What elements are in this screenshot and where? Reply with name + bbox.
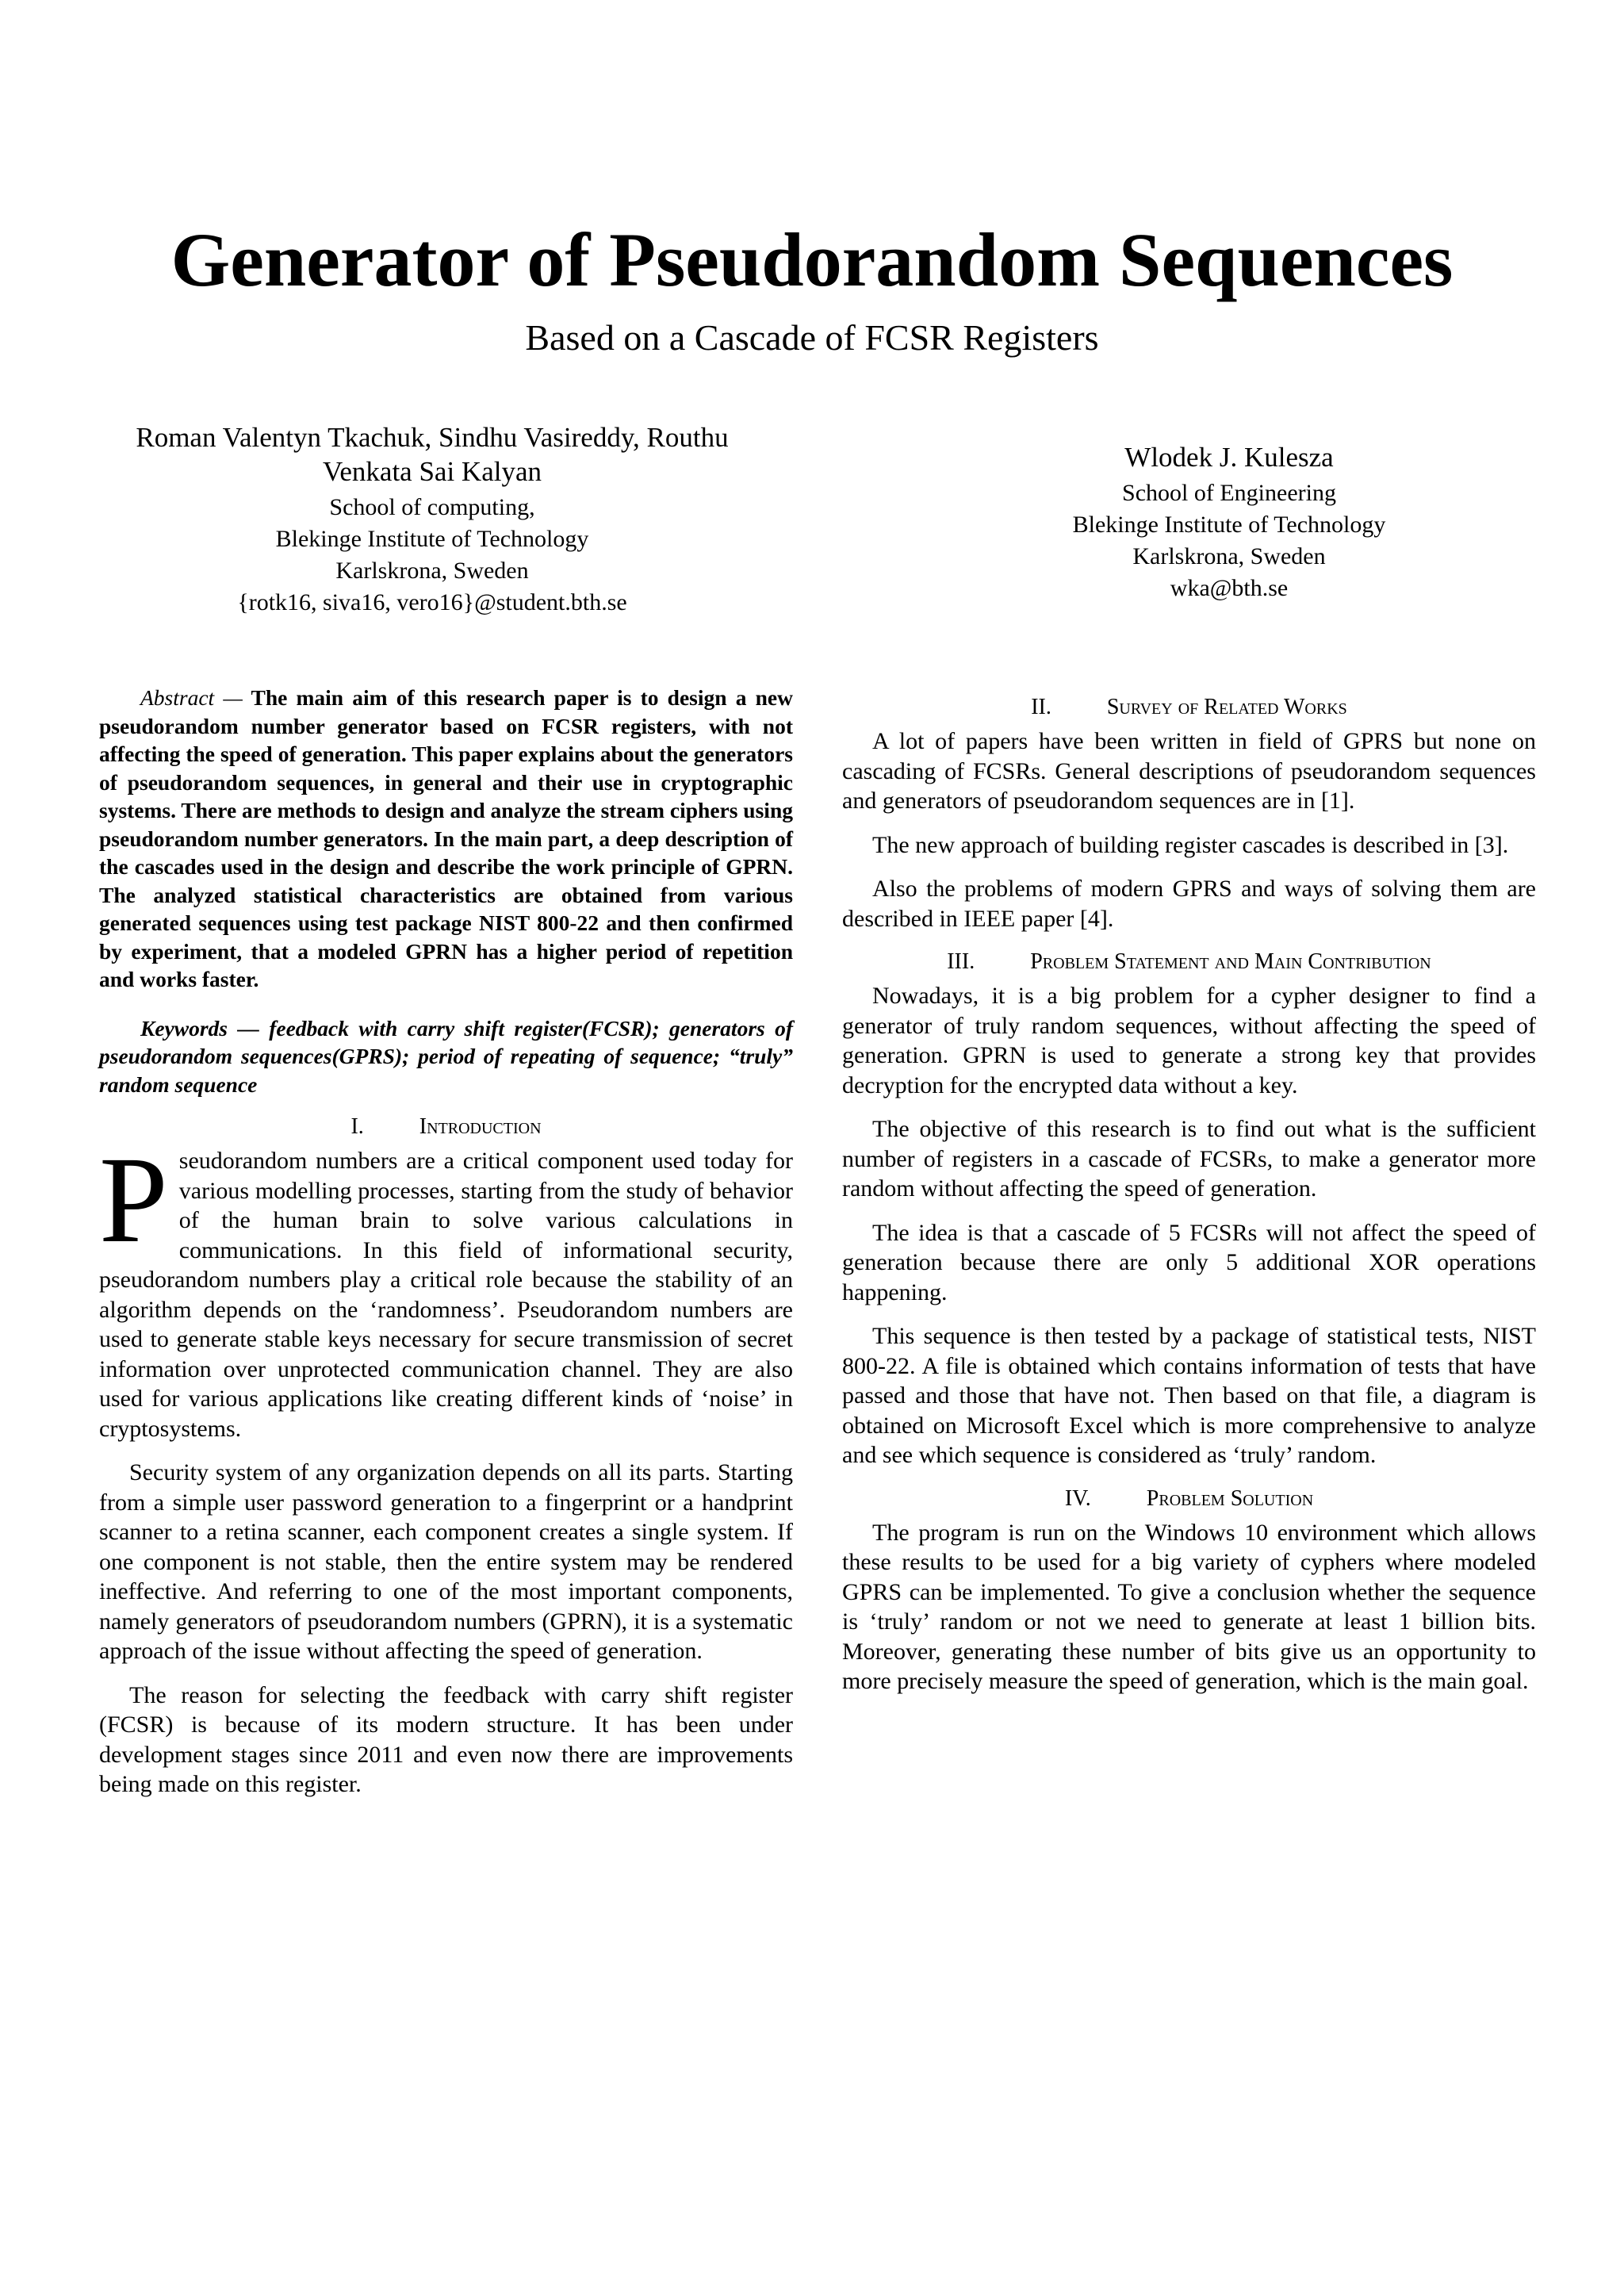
abstract-text: The main aim of this research paper is to design a new pseudorandom number generator based on FCSR registers, with not affecting the speed of generation. This paper explains about the generators of pseudorandom sequences, in general and their use in cryptographic systems. There are methods to design and analyze the stream ciphers using pseudorandom number generators. In the main part, a deep description of the cascades used in the design and describe the work principle of GPRN. The analyzed statistical characteristics are obtained from various generated sequences using test package NIST 800-22 and then confirmed by experiment, that a modeled GPRN has a higher period of repetition and works faster.	[99, 685, 793, 991]
section-title: Introduction	[419, 1114, 542, 1139]
survey-paragraph-1: A lot of papers have been written in field of GPRS but none on cascading of FCSRs. General descriptions of pseudorandom sequences and generators of pseudorandom sequences are in [1].	[842, 728, 1536, 814]
problem-paragraph-4: This sequence is then tested by a package of statistical tests, NIST 800-22. A file is obtained which contains information of tests that have passed and those that have not. Then based on that file, a diagram is obtained on Microsoft Excel which is more comprehensive to analyze and see which sequence is considered as ‘truly’ random.	[842, 1323, 1536, 1468]
section-number: II.	[1031, 695, 1051, 719]
survey-paragraph-3: Also the problems of modern GPRS and ways of solving them are described in IEEE paper [4].	[842, 876, 1536, 932]
section-heading-introduction	[99, 1113, 793, 1141]
section-heading-survey	[842, 693, 1536, 722]
paper-subtitle: Based on a Cascade of FCSR Registers	[525, 317, 1099, 358]
problem-paragraph-2: The objective of this research is to find out what is the sufficient number of registers in a cascade of FCSRs, to make a generator more random without affecting the speed of generation.	[842, 1116, 1536, 1202]
keywords: Keywords — feedback with carry shift register(FCSR); generators of pseudorandom sequences(GPRS); period of repeating of sequence; “truly” random sequence	[99, 1015, 793, 1097]
author-block-students	[95, 420, 769, 619]
survey-paragraph-2: The new approach of building register cascades is described in [3].	[872, 831, 1509, 858]
author-email: wka@bth.se	[1170, 575, 1289, 601]
author-affiliation: School of Engineering	[1122, 480, 1336, 506]
intro-paragraph-3: The reason for selecting the feedback with carry shift register (FCSR) is because of its modern structure. It has been under development stages since 2011 and even now there are improvements being made on this register.	[99, 1681, 793, 1797]
paragraph-text: seudorandom numbers are a critical component used today for various modelling processes, starting from the study of behavior of the human brain to solve various calculations in communications. In this field of informational security, pseudorandom numbers play a critical role because the stability of an algorithm depends on the ‘randomness’. Pseudorandom numbers are used to generate stable keys necessary for secure transmission of secret information over unprotected communication channel. They are also used for various applications like creating different kinds of ‘noise’ in cryptosystems.	[99, 1148, 793, 1442]
problem-paragraph-1: Nowadays, it is a big problem for a cypher designer to find a generator of truly random sequences, without affecting the speed of generation. GPRN is used to generate a strong key that provides decryption for the encrypted data without a key.	[842, 983, 1536, 1098]
intro-paragraph-1	[99, 1131, 793, 1443]
section-number: IV.	[1064, 1485, 1091, 1511]
author-location: Karlskrona, Sweden	[1132, 543, 1326, 569]
section-title: Problem Solution	[1146, 1485, 1314, 1511]
section-number: III.	[947, 949, 975, 974]
left-column	[99, 684, 793, 1814]
author-location: Karlskrona, Sweden	[335, 558, 529, 584]
section-number: I.	[350, 1114, 364, 1139]
section-title: Survey of Related Works	[1106, 695, 1347, 719]
author-institution: Blekinge Institute of Technology	[275, 526, 589, 552]
author-affiliation: School of computing,	[329, 494, 535, 520]
author-block-supervisor	[948, 440, 1511, 604]
abstract	[99, 684, 793, 994]
problem-paragraph-3: The idea is that a cascade of 5 FCSRs will not affect the speed of generation because there are only 5 additional XOR operations happening.	[842, 1219, 1536, 1305]
abstract-lead: Abstract —	[140, 685, 243, 710]
paper-title: Generator of Pseudorandom Sequences	[170, 217, 1454, 302]
right-column	[842, 684, 1536, 1711]
intro-paragraph-2: Security system of any organization depends on all its parts. Starting from a simple user password generation to a fingerprint or a handprint scanner to a retina scanner, each component creates a single system. If one component is not stable, then the entire system may be rendered ineffective. And referring to one of the most important components, namely generators of pseudorandom numbers (GPRN), it is a systematic approach of the issue without affecting the speed of generation.	[99, 1459, 793, 1664]
solution-paragraph-1: The program is run on the Windows 10 environment which allows these results to be used for a big variety of cyphers where modeled GPRS can be implemented. To give a conclusion whether the sequence is ‘truly’ random or not we need to generate at least 1 billion bits. Moreover, generating these number of bits give us an opportunity to more precisely measure the speed of generation, which is the main goal.	[842, 1519, 1536, 1694]
section-heading-solution	[842, 1485, 1536, 1513]
author-names: Roman Valentyn Tkachuk, Sindhu Vasireddy, Routhu Venkata Sai Kalyan	[136, 422, 729, 487]
drop-cap: P	[99, 1131, 168, 1268]
section-title: Problem Statement and Main Contribution	[1030, 949, 1431, 974]
author-names: Wlodek J. Kulesza	[1124, 442, 1334, 473]
author-email: {rotk16, siva16, vero16}@student.bth.se	[237, 589, 627, 615]
section-heading-problem	[842, 948, 1536, 976]
author-institution: Blekinge Institute of Technology	[1072, 512, 1386, 538]
